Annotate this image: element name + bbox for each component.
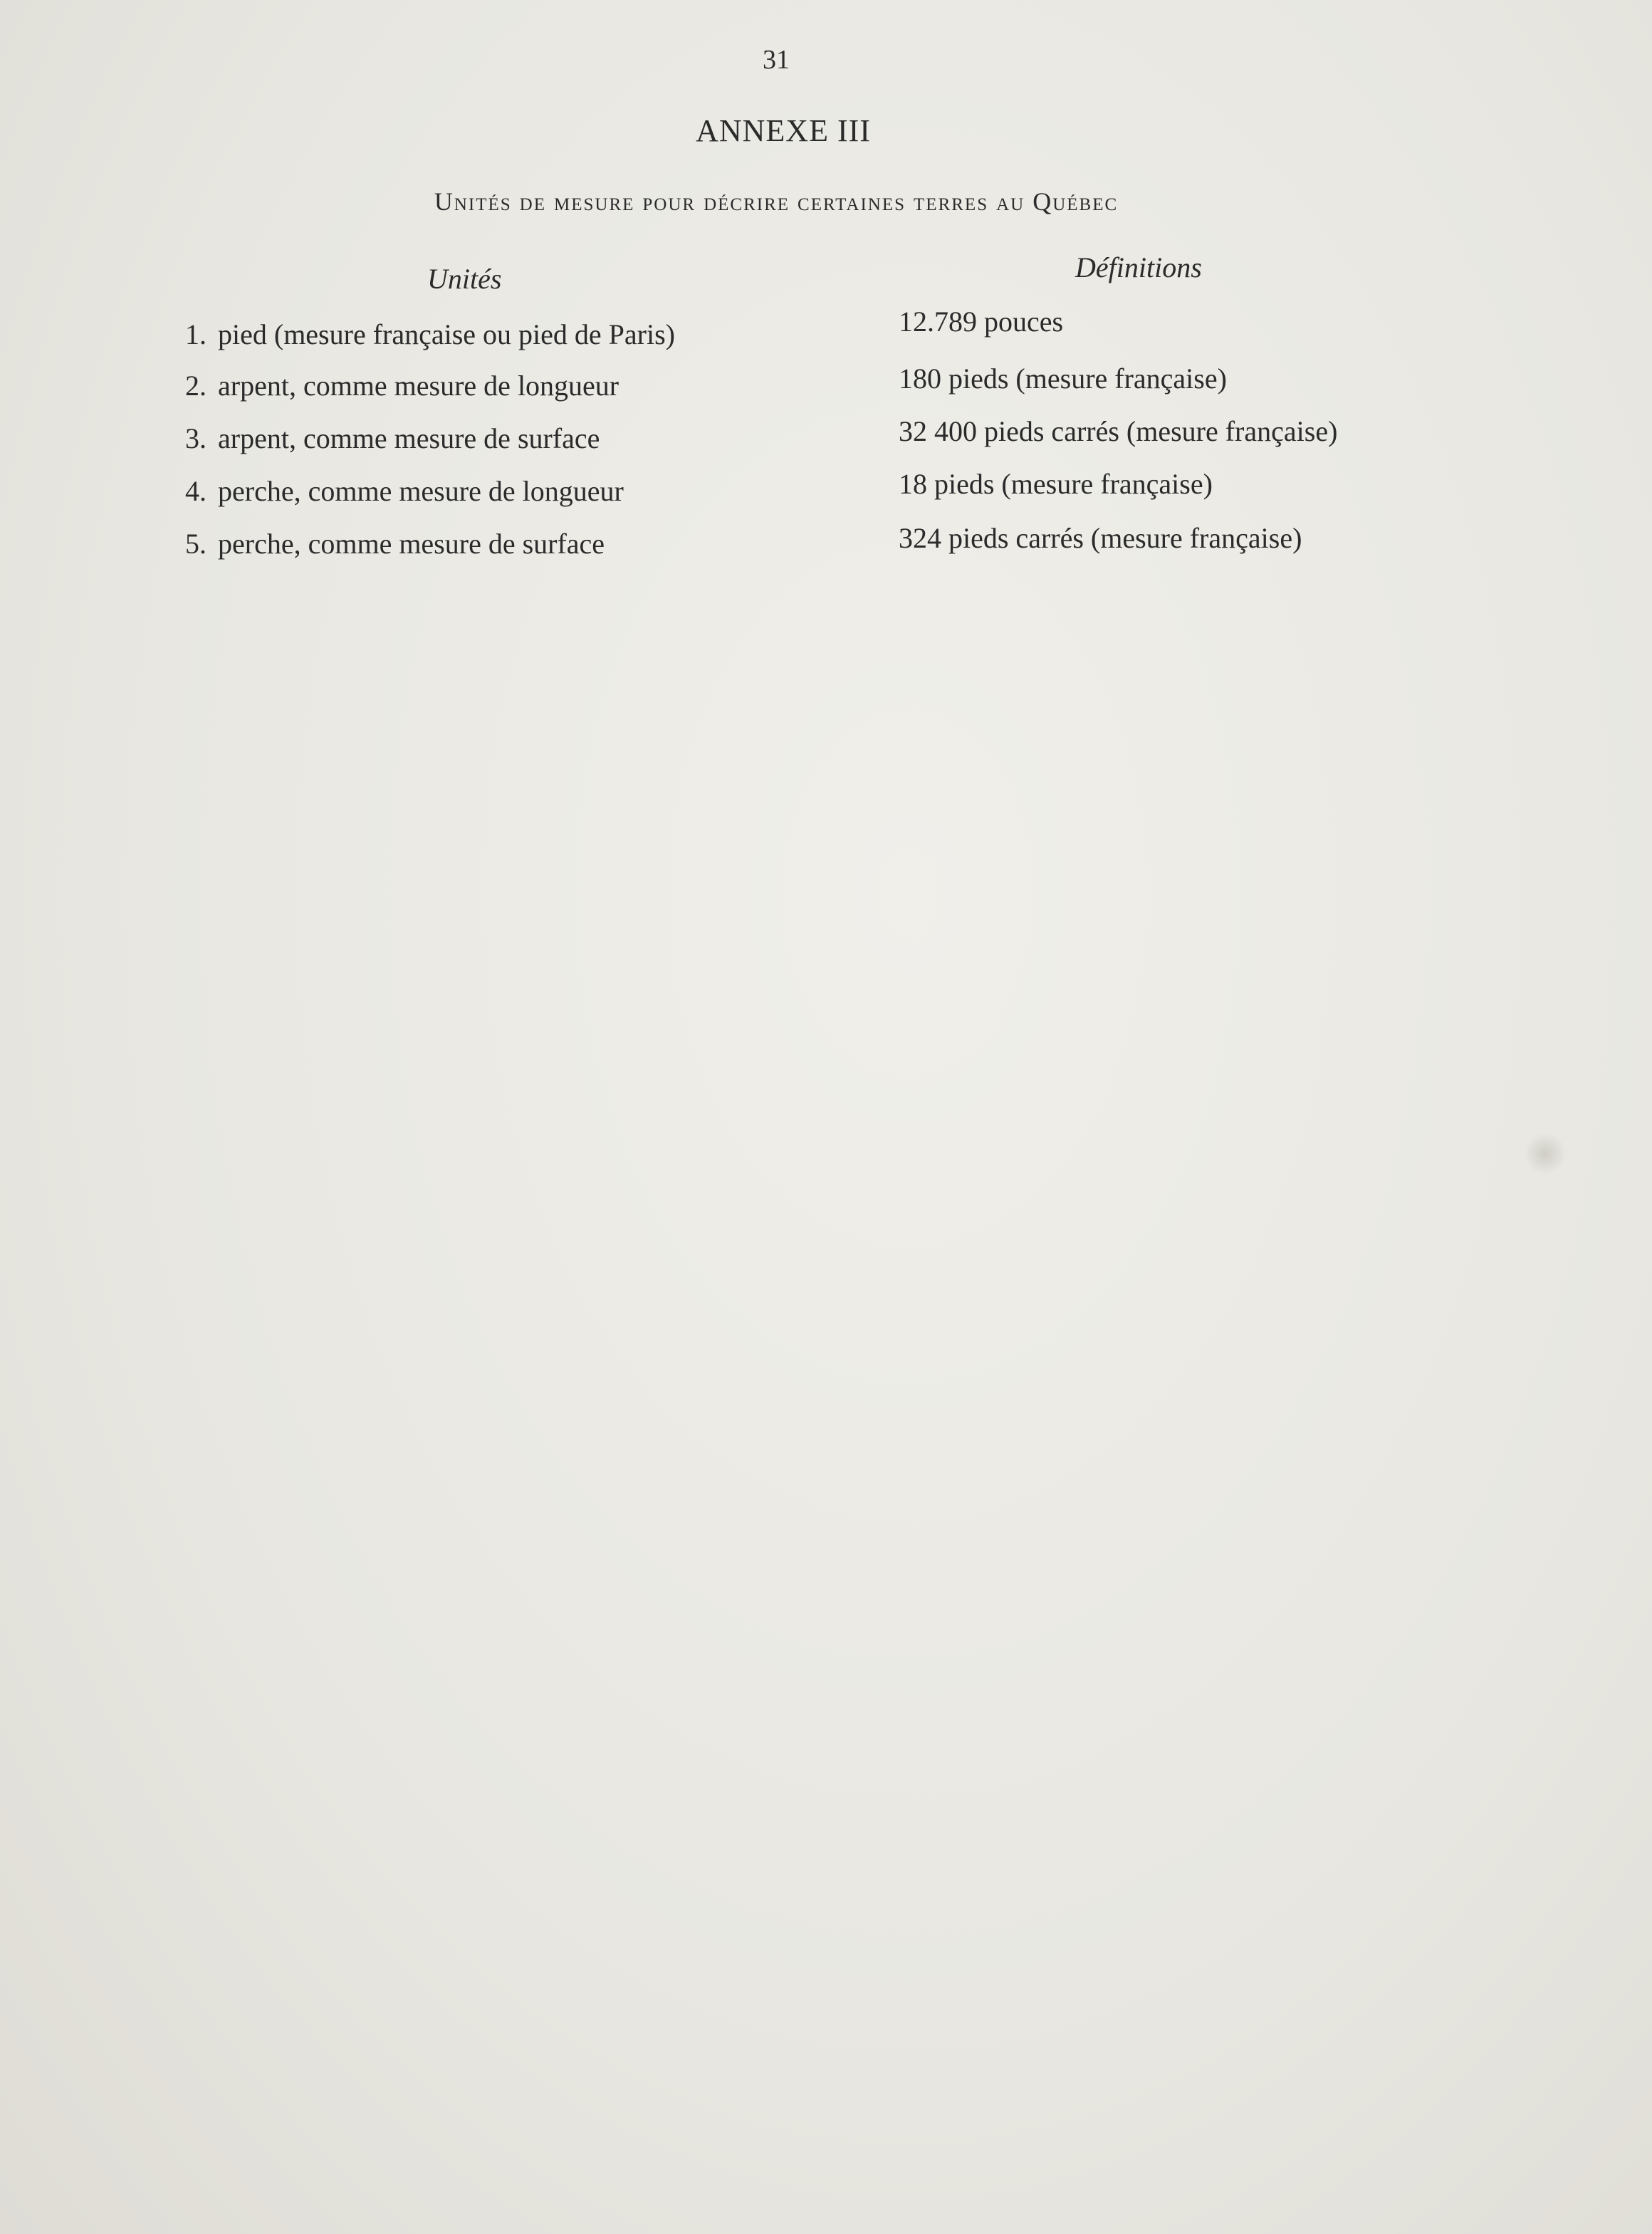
unit-definition: 18 pieds (mesure française) [899,468,1213,500]
item-number: 5. [185,528,206,560]
list-item [168,417,1450,460]
list-item [168,470,1450,513]
item-number: 4. [185,475,206,507]
section-title: Unités de mesure pour décrire certaines terres au Québec [434,187,1119,216]
definitions-column-header: Définitions [1075,251,1202,283]
unit-definition: 180 pieds (mesure française) [899,362,1227,395]
unit-name: arpent, comme mesure de surface [218,422,600,454]
unit-definition: 324 pieds carrés (mesure française) [899,522,1302,554]
unit-definition: 32 400 pieds carrés (mesure française) [899,415,1338,447]
item-number: 1. [185,318,206,350]
unit-name: perche, comme mesure de surface [218,528,605,560]
annex-title: ANNEXE III [696,113,871,148]
list-item [168,306,1450,356]
item-number: 3. [185,422,206,454]
item-number: 2. [185,370,206,402]
units-column-header: Unités [427,263,502,295]
unit-name: perche, comme mesure de longueur [218,475,624,507]
list-item [168,523,1450,565]
unit-definition: 12.789 pouces [899,306,1064,338]
page-number: 31 [763,45,790,75]
unit-name: pied (mesure française ou pied de Paris) [218,318,675,350]
paper-smudge [1524,1132,1567,1175]
unit-name: arpent, comme mesure de longueur [218,370,620,402]
list-item [168,362,1450,407]
